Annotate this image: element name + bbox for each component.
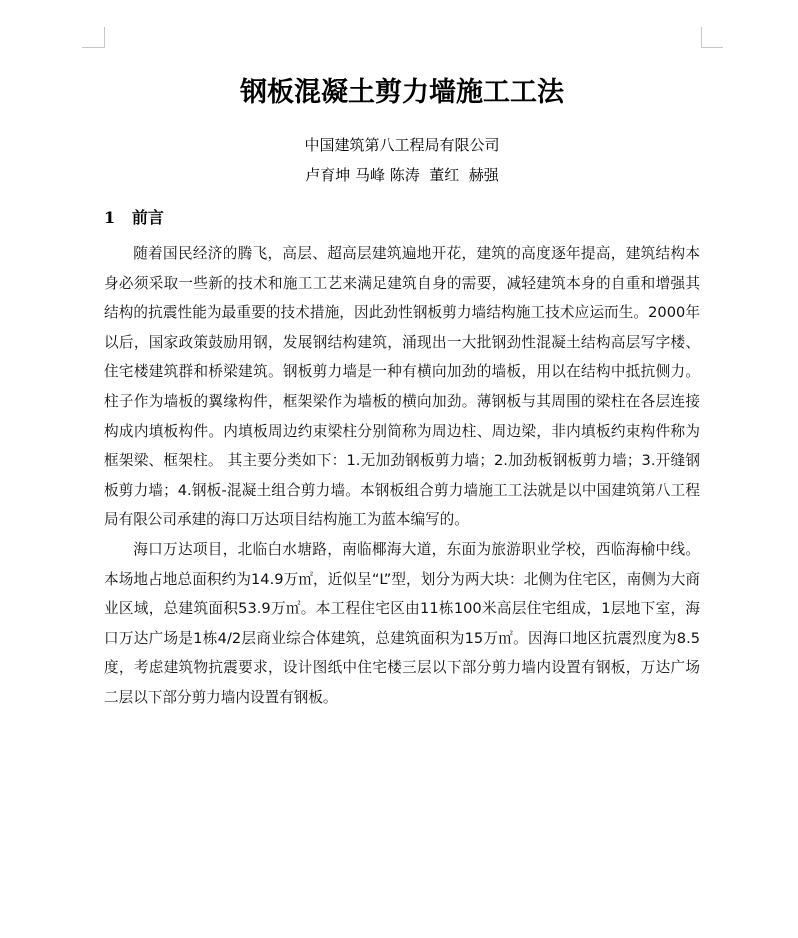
paragraph: 随着国民经济的腾飞，高层、超高层建筑遍地开花，建筑的高度逐年提高，建筑结构本身必须采取一些新的技术和施工工艺来满足建筑自身的需要，减轻建筑本身的自重和增强其结构的抗震性能为最重要的技术措施，因此劲性钢板剪力墙结构施工技术应运而生。2000年以后，国家政策鼓励用钢，发展钢结构建筑，涌现出一大批钢劲性混凝土结构高层写字楼、住宅楼建筑群和桥梁建筑。钢板剪力墙是一种有横向加劲的墙板，用以在结构中抵抗侧力。柱子作为墙板的翼缘构件，框架梁作为墙板的横向加劲。薄钢板与其周围的梁柱在各层连接构成内填板构件。内填板周边约束梁柱分别简称为周边柱、周边梁，非内填板约束构件称为框架梁、框架柱。 其主要分类如下：1.无加劲钢板剪力墙；2.加劲板钢板剪力墙；3.开缝钢板剪力墙；4.钢板-混凝土组合剪力墙。本钢板组合剪力墙施工工法就是以中国建筑第八工程局有限公司承建的海口万达项目结构施工为蓝本编写的。 <box>104 245 700 529</box>
crop-mark-top-left <box>104 27 105 48</box>
organization: 中国建筑第八工程局有限公司 <box>304 136 500 154</box>
document-title: 钢板混凝土剪力墙施工工法 <box>240 77 564 108</box>
crop-mark-top-right <box>701 47 723 48</box>
paragraph: 海口万达项目，北临白水塘路，南临椰海大道，东面为旅游职业学校，西临海榆中线。本场地占地总面积约为14.9万㎡，近似呈“L”型，划分为两大块：北侧为住宅区，南侧为大商业区域，总建筑面积53.9万㎡。本工程住宅区由11栋100米高层住宅组成，1层地下室，海口万达广场是1栋4/2层商业综合体建筑，总建筑面积为15万㎡。因海口地区抗震烈度为8.5度，考虑建筑物抗震要求，设计图纸中住宅楼三层以下部分剪力墙内设置有钢板，万达广场二层以下部分剪力墙内设置有钢板。 <box>104 540 700 706</box>
authors: 卢育坤 马峰 陈涛 董红 赫强 <box>305 166 499 184</box>
crop-mark-top-left <box>82 47 104 48</box>
section-body <box>104 239 700 713</box>
crop-mark-top-right <box>701 27 702 48</box>
section-heading: 1 前言 <box>104 208 164 227</box>
